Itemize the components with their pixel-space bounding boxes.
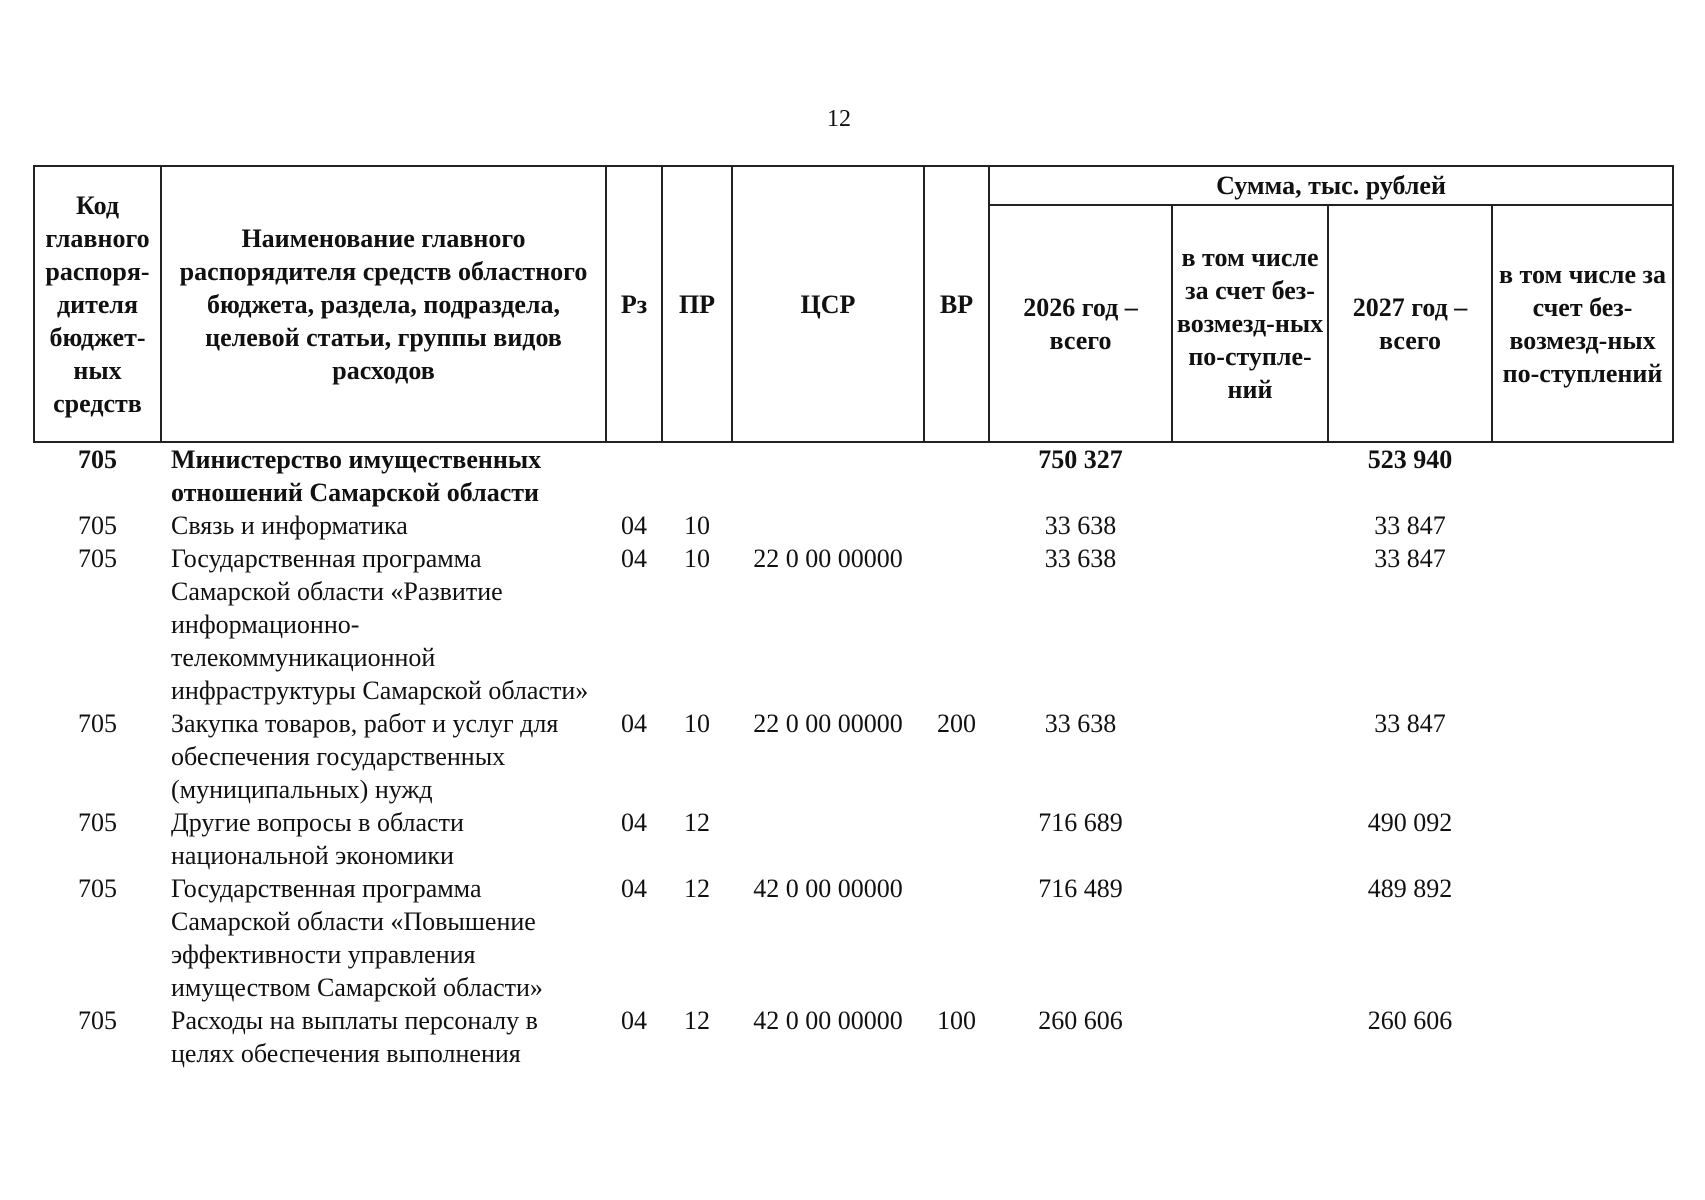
table-row — [34, 806, 1673, 872]
cell-code: 705 — [78, 808, 117, 837]
page-number: 12 — [827, 106, 851, 132]
table-row — [34, 542, 1673, 707]
cell-2027-grants — [1492, 542, 1673, 707]
cell-vr — [924, 509, 989, 542]
header-code: Код главного распоря-дителя бюджет-ных средств — [34, 166, 161, 442]
table-body — [34, 442, 1673, 1070]
cell-name: Закупка товаров, работ и услуг для обеспечения государственных (муниципальных) нужд — [171, 709, 559, 804]
cell-code: 705 — [78, 1006, 117, 1035]
cell-2026-total: 716 489 — [1038, 874, 1123, 903]
header-name: Наименование главного распорядителя средств областного бюджета, раздела, подраздела, целевой статьи, группы видов расходов — [161, 166, 606, 442]
header-2027-grants: в том числе за счет без-возмезд-ных по-ступлений — [1492, 205, 1673, 442]
cell-rz: 04 — [621, 874, 647, 903]
cell-csr — [732, 509, 924, 542]
cell-pr: 12 — [684, 874, 710, 903]
cell-2026-total: 33 638 — [1044, 544, 1117, 573]
table-header — [34, 166, 1673, 442]
cell-2027-grants — [1492, 1004, 1673, 1070]
cell-2026-total: 33 638 — [1044, 709, 1117, 738]
cell-rz: 04 — [621, 1006, 647, 1035]
cell-csr — [732, 806, 924, 872]
cell-name: Министерство имущественных отношений Самарской области — [171, 445, 542, 507]
cell-vr — [924, 542, 989, 707]
cell-2027-grants — [1492, 806, 1673, 872]
cell-pr: 10 — [684, 544, 710, 573]
cell-pr: 12 — [684, 1006, 710, 1035]
cell-vr — [924, 442, 989, 509]
cell-2026-total: 716 689 — [1038, 808, 1123, 837]
cell-2026-grants — [1172, 442, 1328, 509]
cell-2026-total: 750 327 — [1038, 445, 1123, 474]
header-2026-grants: в том числе за счет без-возмезд-ных по-ступле-ний — [1172, 205, 1328, 442]
cell-code: 705 — [78, 709, 117, 738]
cell-2026-grants — [1172, 1004, 1328, 1070]
cell-rz: 04 — [621, 511, 647, 540]
header-2027-total: 2027 год – всего — [1328, 205, 1492, 442]
cell-csr: 22 0 00 00000 — [753, 544, 903, 573]
header-pr: ПР — [662, 166, 732, 442]
table-row — [34, 1004, 1673, 1070]
cell-2027-grants — [1492, 509, 1673, 542]
cell-csr: 42 0 00 00000 — [753, 1006, 903, 1035]
cell-2027-total: 523 940 — [1367, 445, 1453, 474]
table-row — [34, 442, 1673, 509]
cell-vr: 200 — [937, 709, 976, 738]
cell-2026-grants — [1172, 542, 1328, 707]
cell-pr: 10 — [684, 709, 710, 738]
header-sum-title: Сумма, тыс. рублей — [989, 166, 1673, 205]
table-row — [34, 872, 1673, 1004]
cell-code: 705 — [78, 544, 117, 573]
cell-pr: 12 — [684, 808, 710, 837]
header-rz: Рз — [606, 166, 662, 442]
cell-2026-grants — [1172, 872, 1328, 1004]
header-vr: ВР — [924, 166, 989, 442]
cell-code: 705 — [78, 874, 117, 903]
cell-rz: 04 — [621, 544, 647, 573]
cell-2027-grants — [1492, 872, 1673, 1004]
cell-2027-total: 33 847 — [1374, 709, 1446, 738]
cell-2027-total: 489 892 — [1367, 874, 1453, 903]
cell-name: Государственная программа Самарской области «Повышение эффективности управления имуществом Самарской области» — [171, 874, 543, 1002]
cell-2027-total: 260 606 — [1367, 1006, 1453, 1035]
header-csr: ЦСР — [732, 166, 924, 442]
cell-2027-grants — [1492, 707, 1673, 806]
table-row — [34, 509, 1673, 542]
cell-2027-total: 33 847 — [1374, 544, 1446, 573]
cell-code: 705 — [78, 445, 117, 474]
cell-csr — [732, 442, 924, 509]
cell-2027-total: 33 847 — [1374, 511, 1446, 540]
cell-2026-grants — [1172, 509, 1328, 542]
cell-name: Государственная программа Самарской области «Развитие информационно-телекоммуникационной инфраструктуры Самарской области» — [171, 544, 589, 705]
cell-pr: 10 — [684, 511, 710, 540]
cell-rz — [606, 442, 662, 509]
cell-csr: 42 0 00 00000 — [753, 874, 903, 903]
cell-rz: 04 — [621, 808, 647, 837]
cell-2027-grants — [1492, 442, 1673, 509]
cell-2026-total: 260 606 — [1038, 1006, 1123, 1035]
cell-csr: 22 0 00 00000 — [753, 709, 903, 738]
cell-name: Расходы на выплаты персоналу в целях обеспечения выполнения — [171, 1006, 538, 1068]
cell-2026-total: 33 638 — [1044, 511, 1117, 540]
cell-vr: 100 — [937, 1006, 976, 1035]
cell-name: Связь и информатика — [171, 511, 408, 540]
cell-vr — [924, 872, 989, 1004]
cell-pr — [662, 442, 732, 509]
cell-2026-grants — [1172, 707, 1328, 806]
cell-2026-grants — [1172, 806, 1328, 872]
table-row — [34, 707, 1673, 806]
cell-2027-total: 490 092 — [1367, 808, 1453, 837]
header-2026-total: 2026 год – всего — [989, 205, 1172, 442]
cell-code: 705 — [78, 511, 117, 540]
budget-table — [33, 165, 1674, 1070]
cell-name: Другие вопросы в области национальной экономики — [171, 808, 464, 870]
cell-vr — [924, 806, 989, 872]
cell-rz: 04 — [621, 709, 647, 738]
